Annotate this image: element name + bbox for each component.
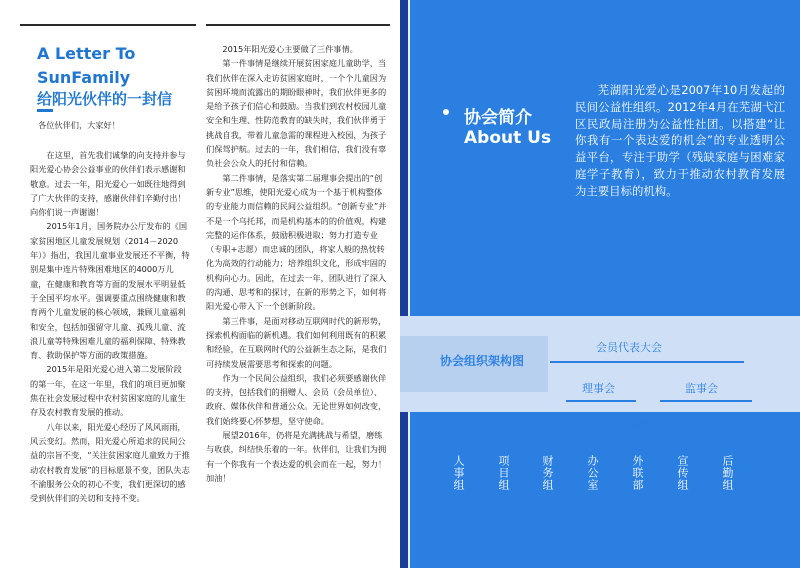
paragraph: 2015年阳光爱心主要做了三件事情。 — [222, 44, 358, 54]
paragraph: 展望2016年，仍将是充满挑战与希望，磨练与收获，纠结快乐着的一年。伙伴们，让我们为拥有一个你我有一个表达爱的机会而在一起，努力！加油！ — [206, 430, 387, 483]
org-connector-line — [440, 437, 752, 439]
org-node-council: 理事会 — [582, 382, 615, 395]
paragraph: 第一件事情是继续开展贫困家庭儿童助学，当我们伙伴在深入走访贫困家庭时，一个个儿童因为贫困环境而流露出的期盼眼神时，我们伙伴更多的是给予孩子们信心和鼓励。当我们到农村校园儿童安全和生理、性防范教育的缺失时，我们伙伴勇于挑战自我，带着儿童急需的课程进入校园，为孩子们保驾护航。过去的一年，我们相信，我们没有辜负社会公众人的托付和信赖。 — [206, 58, 387, 169]
department-finance: 财务组 — [541, 455, 554, 491]
paragraph: 八年以来，阳光爱心经历了风风雨雨，风云变幻。然而，阳光爱心所追求的民间公益的宗旨不变，“关注贫困家庭儿童致力于推动农村教育发展”的目标愿景不变，团队失志不渝服务公众的初心不变，我们更深切的感受到伙伴们的关切和支持不变。 — [30, 421, 190, 504]
paragraph: 第三件事，是面对移动互联网时代的新形势，探索机构面临的新机遇。我们如何利用既有的积累和经验，在互联网时代的公益新生态之际，是我们可持续发展需要思考和探索的问题。 — [206, 315, 387, 369]
intro-title-cn: 协会简介 — [464, 108, 532, 128]
paragraph: 在这里，首先我们诚挚的向支持并参与阳光爱心协会公益事业的伙伴们表示感谢和敬意。过去一年，阳光爱心一如既往地得到了广大伙伴的支持，感谢伙伴们辛勤付出！向你们说一声谢谢！ — [30, 150, 186, 218]
top-rule-left — [20, 24, 196, 26]
letter-heading-cn: 给阳光伙伴的一封信 — [37, 90, 173, 108]
paragraph: 2015年是阳光爱心进入第二发展阶段的第一年，在这一年里，我们的项目更加聚焦在社会发展过程中农村贫困家庭的儿童生存及农村教育发展的推动。 — [30, 364, 186, 418]
org-connector-line — [566, 400, 636, 402]
org-chart-title: 协会组织架构图 — [440, 354, 525, 368]
letter-heading-en-line2: SunFamily — [37, 68, 131, 87]
department-office: 办公室 — [586, 455, 599, 491]
department-row — [400, 455, 800, 515]
top-rule-right — [206, 24, 390, 26]
heading-dash — [37, 109, 53, 112]
org-node-supervisors: 监事会 — [685, 382, 718, 395]
right-page — [400, 0, 800, 568]
department-outreach: 外联部 — [631, 455, 644, 491]
letter-heading-en — [37, 42, 135, 90]
department-publicity: 宣传组 — [676, 455, 689, 491]
bullet-icon — [443, 109, 449, 115]
intro-text: 芜湖阳光爱心是2007年10月发起的民间公益性组织。2012年4月在芜湖弋江区民政局注册为公益性社团。以搭建“让你我有一个表达爱的机会”的专业透明公益平台，专注于助学（残缺家庭与困难家庭学子教育），致力于推动农村教育发展为主要目标的机构。 — [575, 83, 785, 198]
paragraph: 2015年1月，国务院办公厅发布的《国家贫困地区儿童发展规划（2014－2020年）》指出，我国儿童事业发展还不平衡，特别是集中连片特殊困难地区的4000万儿童，在健康和教育等方面的发展水平明显低于全国平均水平。强调要重点围绕健康和教育两个儿童发展的核心领域，兼顾儿童福利和安全，包括加强留守儿童、孤残儿童、流浪儿童等特殊困难儿童的福利保障、特殊教育、救助保护等方面的政策措施。 — [30, 221, 190, 361]
intro-title-en: About Us — [464, 128, 552, 148]
greeting: 各位伙伴们，大家好！ — [38, 120, 120, 130]
department-projects: 项目组 — [497, 455, 510, 491]
org-connector-line — [550, 361, 744, 363]
paragraph: 第二件事情，是落实第二届理事会提出的“创新专业”思维，使阳光爱心成为一个基于机构整体的专业能力而信赖的民间公益组织。“创新专业”并不是一个乌托邦，而是机构基本的的价值观，构建完整的运作体系，鼓励积极进取；努力打造专业（专职+志愿）而忠诚的团队，将家人般的热忱转化为高效的行动能力；培养组织文化，形成牢固的机构向心力。因此，在过去一年，团队进行了深入的沟通、思考和的探讨，在新的形势之下，如何将阳光爱心带入下一个创新阶段。 — [206, 172, 387, 312]
org-node-assembly: 会员代表大会 — [596, 341, 662, 354]
org-node-secretary: 秘书长 — [628, 419, 661, 432]
department-logistics: 后勤组 — [721, 455, 734, 491]
org-connector-line — [660, 400, 752, 402]
paragraph: 作为一个民间公益组织，我们必须要感谢伙伴的支持，包括我们的捐赠人、会员（会员单位）、政府、媒体伙伴和普通公众。无论世界如何改变，我们始终要心怀梦想，坚守使命。 — [206, 372, 387, 426]
letter-heading-en-line1: A Letter To — [37, 44, 136, 63]
letter-column-2 — [206, 42, 390, 485]
letter-column-1 — [30, 148, 190, 505]
department-hr: 人事组 — [452, 455, 465, 491]
